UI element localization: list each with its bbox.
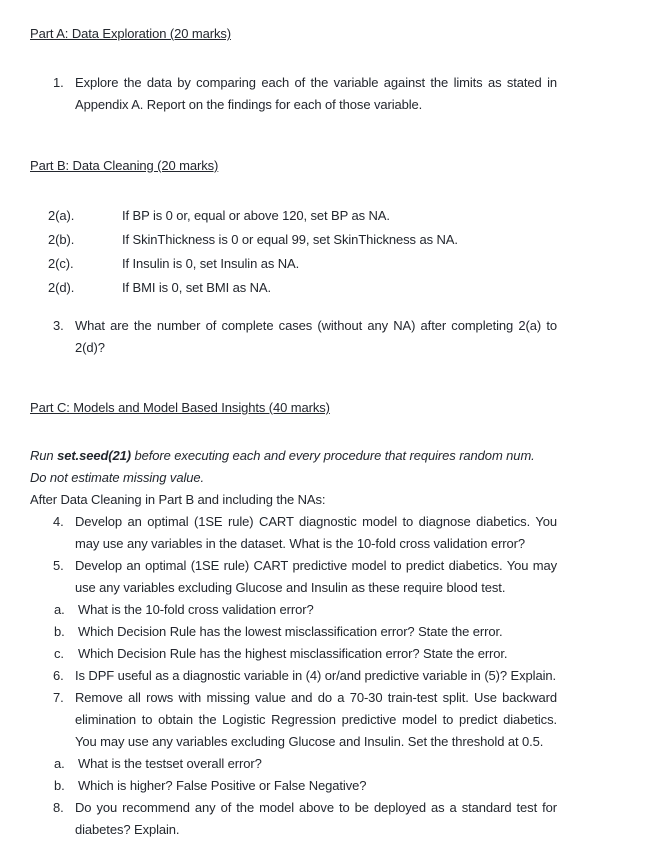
question-5b-text: Which Decision Rule has the lowest misclassification error? State the error. bbox=[78, 624, 503, 639]
rule-2c-label: 2(c). bbox=[48, 256, 74, 271]
question-5c-text: Which Decision Rule has the highest misclassification error? State the error. bbox=[78, 646, 508, 661]
question-5a-text: What is the 10-fold cross validation error? bbox=[78, 602, 314, 617]
question-7 bbox=[30, 687, 557, 753]
note-set-seed-suffix: before executing each and every procedure that requires random num. bbox=[131, 448, 535, 463]
question-7-text: Remove all rows with missing value and do a 70-30 train-test split. Use backward elimination to obtain the Logistic Regression predictive model to predict diabetics. You may use any variables excluding Glucose and Insulin. Set the threshold at 0.5. bbox=[75, 690, 557, 749]
question-5a-label: a. bbox=[54, 602, 65, 617]
rule-2a-label: 2(a). bbox=[48, 208, 75, 223]
rule-2d-label: 2(d). bbox=[48, 280, 75, 295]
question-5-number: 5. bbox=[53, 558, 64, 573]
question-6-number: 6. bbox=[53, 668, 64, 683]
question-5 bbox=[30, 555, 557, 599]
question-7b-label: b. bbox=[54, 778, 65, 793]
note-set-seed-prefix: Run bbox=[30, 448, 58, 463]
part-c-notes bbox=[30, 445, 557, 511]
note-set-seed-code: set.seed(21) bbox=[57, 448, 132, 463]
question-3-number: 3. bbox=[53, 318, 64, 333]
rule-2c bbox=[30, 252, 557, 276]
note-set-seed bbox=[30, 445, 557, 467]
rule-2a-text: If BP is 0 or, equal or above 120, set BP as NA. bbox=[122, 208, 390, 223]
question-7-number: 7. bbox=[53, 690, 64, 705]
question-5-text: Develop an optimal (1SE rule) CART predictive model to predict diabetics. You may use any variables excluding Glucose and Insulin as these require blood test. bbox=[75, 558, 557, 595]
part-c-questions-list bbox=[30, 511, 557, 841]
note-after-cleaning: After Data Cleaning in Part B and including the NAs: bbox=[30, 492, 326, 507]
question-1-text: Explore the data by comparing each of the variable against the limits as stated in Appendix A. Report on the findings for each of those variable. bbox=[75, 75, 557, 112]
question-7b bbox=[30, 775, 557, 797]
question-7a-text: What is the testset overall error? bbox=[78, 756, 262, 771]
question-4-text: Develop an optimal (1SE rule) CART diagnostic model to diagnose diabetics. You may use any variables in the dataset. What is the 10-fold cross validation error? bbox=[75, 514, 557, 551]
rule-2c-text: If Insulin is 0, set Insulin as NA. bbox=[122, 256, 300, 271]
question-5b bbox=[30, 621, 557, 643]
question-1 bbox=[30, 72, 557, 116]
rule-2d-text: If BMI is 0, set BMI as NA. bbox=[122, 280, 272, 295]
question-8 bbox=[30, 797, 557, 841]
rule-2a bbox=[30, 204, 557, 228]
question-4-number: 4. bbox=[53, 514, 64, 529]
part-a-heading: Part A: Data Exploration (20 marks) bbox=[30, 26, 231, 41]
question-3 bbox=[30, 315, 557, 359]
question-7b-text: Which is higher? False Positive or False Negative? bbox=[78, 778, 367, 793]
question-5a bbox=[30, 599, 557, 621]
cleaning-rules-list bbox=[30, 204, 557, 300]
question-8-number: 8. bbox=[53, 800, 64, 815]
question-5b-label: b. bbox=[54, 624, 65, 639]
question-6 bbox=[30, 665, 557, 687]
rule-2b-label: 2(b). bbox=[48, 232, 75, 247]
question-7a bbox=[30, 753, 557, 775]
note-no-estimate: Do not estimate missing value. bbox=[30, 470, 205, 485]
question-1-number: 1. bbox=[53, 75, 64, 90]
rule-2b-text: If SkinThickness is 0 or equal 99, set SkinThickness as NA. bbox=[122, 232, 458, 247]
question-8-text: Do you recommend any of the model above to be deployed as a standard test for diabetes? Explain. bbox=[75, 800, 557, 837]
rule-2b bbox=[30, 228, 557, 252]
question-3-text: What are the number of complete cases (without any NA) after completing 2(a) to 2(d)? bbox=[75, 318, 557, 355]
part-b-heading: Part B: Data Cleaning (20 marks) bbox=[30, 158, 219, 173]
rule-2d bbox=[30, 276, 557, 300]
question-4 bbox=[30, 511, 557, 555]
question-6-text: Is DPF useful as a diagnostic variable in (4) or/and predictive variable in (5)? Explain. bbox=[75, 668, 557, 683]
part-c-heading: Part C: Models and Model Based Insights (40 marks) bbox=[30, 400, 330, 415]
question-5c-label: c. bbox=[54, 646, 64, 661]
question-7a-label: a. bbox=[54, 756, 65, 771]
question-5c bbox=[30, 643, 557, 665]
